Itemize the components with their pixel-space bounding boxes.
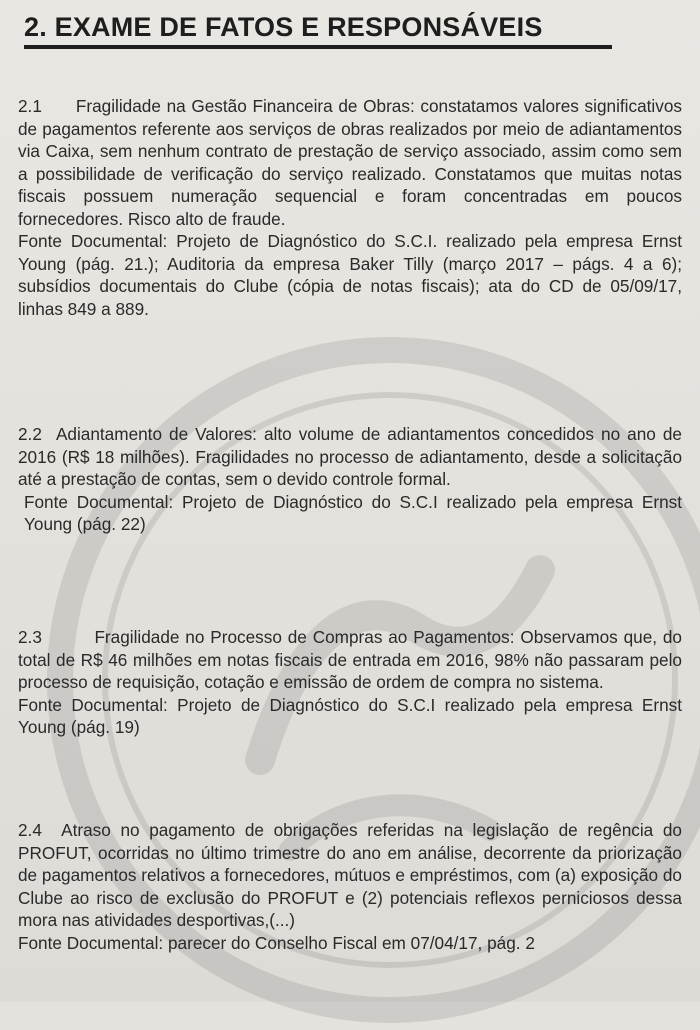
section-2-2 xyxy=(18,423,682,536)
section-paragraph xyxy=(18,423,682,491)
section-number: 2.3 xyxy=(18,627,42,647)
section-source: Fonte Documental: Projeto de Diagnóstico do S.C.I realizado pela empresa Ernst Young (pág. 19) xyxy=(18,694,682,737)
section-text: Atraso no pagamento de obrigações referidas na legislação de regência do PROFUT, ocorridas no último trimestre do ano em análise, decorrente da priorização de pagamentos relativos a fornecedores, mútuos e empréstimos, com (a) exposição do Clube ao risco de exclusão do PROFUT e (2) potenciais reflexos perniciosos dessa mora nas atividades desportivas,(...) xyxy=(18,820,682,930)
section-2-1 xyxy=(18,95,682,320)
section-number: 2.4 xyxy=(18,820,42,840)
section-number: 2.2 xyxy=(18,424,42,444)
section-source: Fonte Documental: Projeto de Diagnóstico do S.C.I. realizado pela empresa Ernst Young (pág. 21.); Auditoria da empresa Baker Tilly (março 2017 – págs. 4 a 6); subsídios documentais do Clube (cópia de notas fiscais); ata do CD de 05/09/17, linhas 849 a 889. xyxy=(18,231,682,319)
section-text: Adiantamento de Valores: alto volume de adiantamentos concedidos no ano de 2016 (R$ 18 milhões). Fragilidades no processo de adiantamento, desde a solicitação até a prestação de contas, sem o devido controle formal. xyxy=(18,424,682,489)
title-underline xyxy=(24,45,612,49)
section-paragraph xyxy=(18,626,682,694)
section-paragraph xyxy=(18,95,682,230)
section-text: Fragilidade no Processo de Compras ao Pagamentos: Observamos que, do total de R$ 46 milhões em notas fiscais de entrada em 2016, 98% não passaram pelo processo de requisição, cotação e emissão de ordem de compra no sistema. xyxy=(18,627,682,692)
section-source: Fonte Documental: Projeto de Diagnóstico do S.C.I realizado pela empresa Ernst Young (pág. 22) xyxy=(24,491,682,534)
section-text: Fragilidade na Gestão Financeira de Obras: constatamos valores significativos de pagamentos referente aos serviços de obras realizados por meio de adiantamentos via Caixa, sem nenhum contrato de prestação de serviço associado, assim como sem a possibilidade de verificação do serviço realizado. Constatamos que muitas notas fiscais possuem numeração sequencial e foram concentradas em poucos fornecedores. Risco alto de fraude. xyxy=(18,96,682,229)
section-2-4 xyxy=(18,819,682,954)
section-2-3 xyxy=(18,626,682,739)
page-title: 2. EXAME DE FATOS E RESPONSÁVEIS xyxy=(24,12,543,42)
section-source: Fonte Documental: parecer do Conselho Fiscal em 07/04/17, pág. 2 xyxy=(18,932,535,953)
section-paragraph xyxy=(18,819,682,932)
section-number: 2.1 xyxy=(18,96,42,116)
